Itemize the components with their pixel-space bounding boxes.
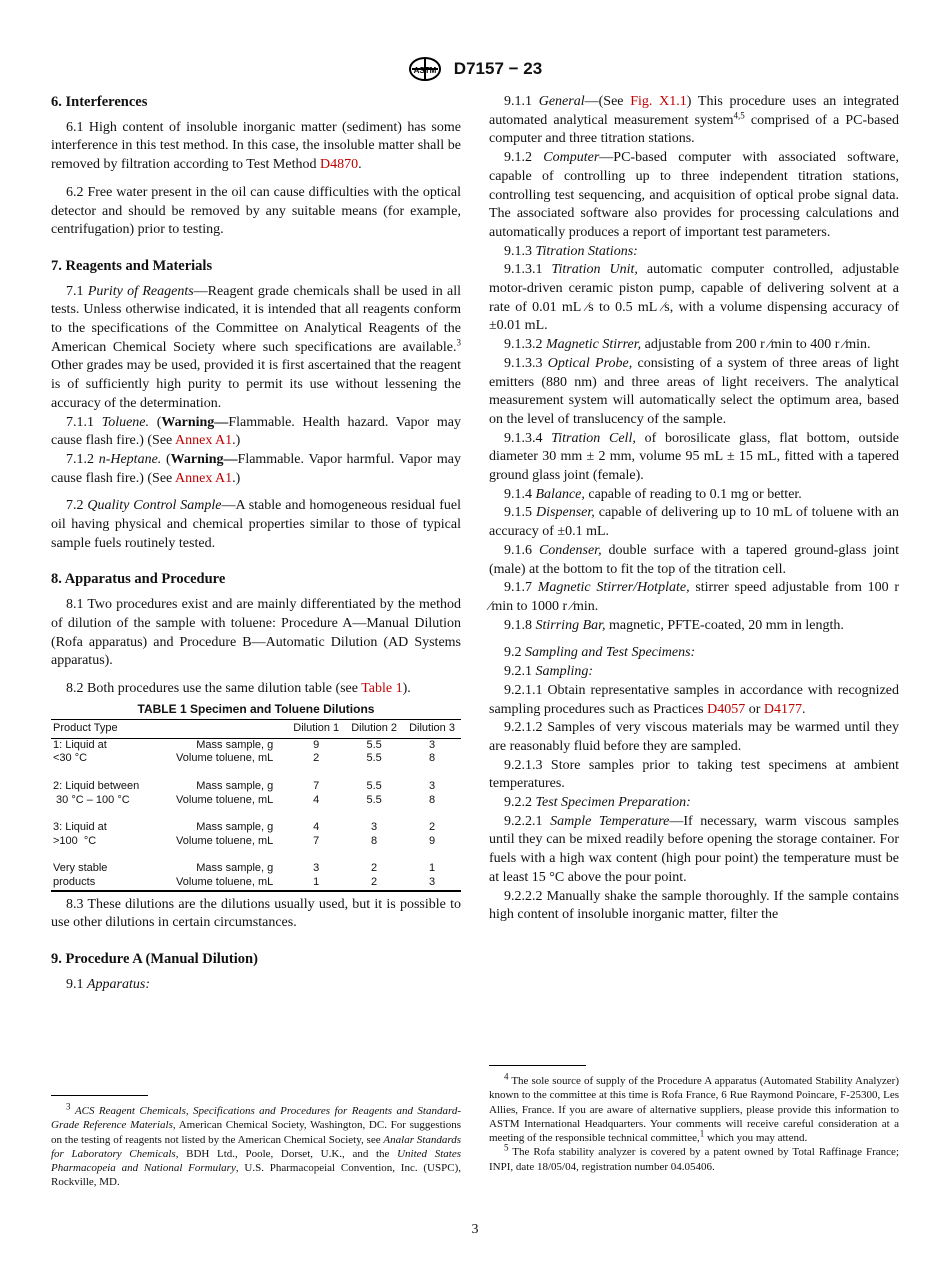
text-run: .) bbox=[232, 470, 241, 486]
table-cell: Very stable bbox=[53, 862, 108, 875]
cross-reference-link[interactable]: D4870 bbox=[319, 157, 359, 173]
table-cell: 9 bbox=[313, 738, 320, 751]
italic-text: n-Heptane. bbox=[98, 451, 162, 467]
table-cell: >100 °C bbox=[53, 834, 97, 847]
paragraph bbox=[51, 896, 461, 933]
cross-reference-link[interactable]: Table 1 bbox=[361, 680, 403, 696]
footnote-rule bbox=[51, 1095, 148, 1096]
table-cell: Mass sample, g bbox=[196, 738, 274, 751]
table-cell: 2 bbox=[313, 752, 320, 765]
paragraph bbox=[51, 283, 461, 414]
text-run: Other grades may be used, provided it is first ascertained that the reagent is of sufficiently high purity to permit its use without lessening the accuracy of the determination. bbox=[51, 358, 461, 411]
text-run: 9.2.1 bbox=[504, 664, 536, 680]
italic-text: General bbox=[538, 94, 585, 109]
text-run: of borosilicate glass, flat bottom, outside diameter 30 mm ± 2 mm, volume 95 mL ± 15 mL, fitted with a tapered ground glass joint (female). bbox=[489, 430, 899, 484]
table-cell: Mass sample, g bbox=[196, 821, 274, 834]
text-run: which you may attend. bbox=[704, 1132, 808, 1145]
table-cell: 5.5 bbox=[366, 752, 382, 765]
text-run: The Rofa stability analyzer is covered by a patent owned by Total Raffinage France; INPI, date 18/05/04, registration number 04.05406. bbox=[489, 1146, 899, 1173]
column-header: Dilution 2 bbox=[345, 720, 403, 739]
italic-text: Optical Probe, bbox=[547, 355, 633, 371]
table-row bbox=[51, 807, 461, 835]
text-run: . bbox=[802, 701, 806, 717]
cross-reference-link[interactable]: Annex A1 bbox=[175, 433, 233, 449]
table-row bbox=[51, 766, 461, 794]
bold-text: Warning— bbox=[170, 451, 238, 467]
table-cell: 3 bbox=[428, 738, 436, 751]
paragraph bbox=[489, 261, 899, 336]
table-cell: 1 bbox=[313, 876, 320, 889]
table-cell: 2: Liquid between bbox=[53, 780, 140, 793]
table-cell: Volume toluene, mL bbox=[176, 752, 274, 765]
footnotes-left bbox=[51, 1101, 461, 1190]
table-cell: <30 °C bbox=[53, 752, 88, 765]
text-run: 7.1.1 bbox=[66, 414, 102, 430]
bold-text: Warning— bbox=[161, 414, 229, 430]
svg-text:ASTM: ASTM bbox=[413, 66, 437, 75]
table-row bbox=[51, 794, 461, 808]
table-cell: Volume toluene, mL bbox=[176, 834, 274, 847]
table-cell: 1 bbox=[428, 862, 436, 875]
paragraph bbox=[489, 682, 899, 719]
table-cell: 7 bbox=[313, 834, 320, 847]
italic-text: ACS Reagent Chemicals, Specifications and Procedures for Reagents and Standard-Grade Reference Materials bbox=[51, 1105, 461, 1132]
text-run: ( bbox=[149, 414, 162, 430]
astm-logo-icon bbox=[408, 56, 442, 82]
table-cell: products bbox=[53, 876, 96, 889]
footnote-rule bbox=[489, 1065, 586, 1066]
text-run: double surface with a tapered ground-glass joint (male) at the bottom to fit the top of the titration cell. bbox=[489, 542, 900, 577]
italic-text: Quality Control Sample bbox=[87, 498, 222, 514]
table-cell: 5.5 bbox=[366, 793, 382, 806]
text-run: 7.2 bbox=[66, 498, 88, 514]
italic-text: Analar Standards for Laboratory Chemicals bbox=[51, 1133, 461, 1160]
page-header bbox=[0, 56, 950, 82]
italic-text: Magnetic Stirrer, bbox=[546, 337, 642, 353]
paragraph bbox=[51, 680, 461, 699]
table-row bbox=[51, 738, 461, 752]
text-run: 8.2 Both procedures use the same dilution table (see bbox=[66, 680, 362, 696]
text-run: —Reagent grade chemicals shall be used in all tests. Unless otherwise indicated, it is intended that all reagents conform to the specifications of the Committee on Analytical Reagents of the American Chemical Society where such specifications are available. bbox=[51, 283, 462, 355]
table-cell: 3: Liquid at bbox=[53, 821, 107, 834]
footnote-ref: 4 bbox=[504, 1071, 509, 1082]
text-run: 6.2 Free water present in the oil can cause difficulties with the optical detector and should be removed by any suitable means (for example, centrifugation) prior to testing. bbox=[51, 184, 461, 238]
text-run: 7.1.2 bbox=[66, 451, 99, 467]
footnote-ref: 4,5 bbox=[733, 110, 745, 121]
text-run: , BDH Ltd., Poole, Dorset, U.K., and the bbox=[175, 1147, 398, 1160]
text-run: . bbox=[358, 157, 362, 173]
italic-text: Computer bbox=[543, 150, 600, 166]
text-run: 8.1 Two procedures exist and are mainly differentiated by the method of dilution of the sample with toluene: Procedure A—Manual Dilution (Rofa apparatus) and Procedure B—Automatic Dilution (AD Systems apparatus). bbox=[51, 597, 461, 669]
footnote-ref: 3 bbox=[66, 1101, 71, 1112]
paragraph bbox=[489, 888, 899, 925]
paragraph bbox=[51, 119, 461, 175]
table-header-row bbox=[51, 720, 461, 739]
table-cell: 1: Liquid at bbox=[53, 738, 107, 751]
document-designation: D7157 − 23 bbox=[453, 59, 543, 78]
table-cell: Volume toluene, mL bbox=[176, 793, 274, 806]
italic-text: Apparatus: bbox=[87, 976, 150, 992]
table-cell: 8 bbox=[428, 752, 436, 765]
paragraph bbox=[51, 414, 461, 451]
section-heading: 6. Interferences bbox=[51, 94, 148, 110]
italic-text: Sample Temperature bbox=[550, 813, 670, 829]
table-cell: 2 bbox=[371, 862, 378, 875]
text-run: 9.1.3.4 bbox=[504, 430, 552, 446]
paragraph bbox=[489, 542, 899, 579]
table-caption: TABLE 1 Specimen and Toluene Dilutions bbox=[137, 701, 375, 716]
text-run: —PC-based computer with associated software, capable of controlling up to three independent titration stations, controlling test sequencing, and acquisition of optical probe signal data. The associated software also provides for processing calculations and automatically produces a report of important test parameters. bbox=[489, 150, 900, 240]
paragraph bbox=[489, 93, 899, 149]
table-cell: Mass sample, g bbox=[196, 862, 274, 875]
text-run: 9.1.5 bbox=[504, 505, 537, 521]
table-row bbox=[51, 835, 461, 849]
table-cell: 30 °C – 100 °C bbox=[53, 793, 130, 806]
table-cell: 3 bbox=[371, 821, 378, 834]
paragraph bbox=[51, 596, 461, 671]
text-run: 8.3 These dilutions are the dilutions usually used, but it is possible to use other dilutions in certain circumstances. bbox=[51, 896, 461, 931]
column-header: Dilution 3 bbox=[403, 720, 461, 739]
text-run: adjustable from 200 r ⁄min to 400 r ⁄min. bbox=[641, 337, 871, 353]
text-run: 9.1.3 bbox=[504, 243, 536, 259]
paragraph bbox=[51, 976, 461, 995]
text-run: stirrer speed adjustable from 100 r ⁄min to 1000 r ⁄min. bbox=[489, 580, 899, 614]
section-heading: 7. Reagents and Materials bbox=[51, 257, 213, 274]
column-header: Dilution 1 bbox=[287, 720, 345, 739]
dilution-table bbox=[51, 703, 461, 892]
italic-text: Dispenser, bbox=[536, 505, 595, 521]
text-run: 9.1.6 bbox=[504, 542, 539, 558]
paragraph bbox=[51, 497, 461, 553]
italic-text: Purity of Reagents bbox=[87, 283, 194, 299]
paragraph bbox=[489, 504, 899, 541]
text-run: consisting of a system of three areas of light emitters (880 nm) and three areas of light receivers. The analytical measurement system will automatically select the optimum area, based on the level of translucency of the sample. bbox=[489, 355, 899, 427]
text-run: 9.1.1 bbox=[504, 94, 539, 109]
italic-text: Sampling and Test Specimens: bbox=[525, 645, 696, 661]
table-cell: 8 bbox=[371, 834, 378, 847]
paragraph bbox=[51, 1101, 461, 1190]
cross-reference-link[interactable]: D4177 bbox=[763, 701, 803, 717]
footnote-ref: 3 bbox=[456, 337, 461, 348]
paragraph bbox=[489, 663, 899, 682]
text-run: ) This procedure uses an integrated automated analytical measurement system bbox=[489, 94, 899, 128]
text-run: 9.1.3.1 bbox=[504, 262, 552, 278]
text-run: 9.2.2 bbox=[504, 795, 536, 811]
text-run: 9.2 bbox=[504, 645, 525, 661]
table-cell: 4 bbox=[313, 821, 320, 834]
table-cell: 9 bbox=[428, 834, 436, 847]
paragraph bbox=[489, 813, 899, 888]
text-run: 9.1.4 bbox=[504, 486, 536, 502]
paragraph bbox=[489, 1071, 899, 1145]
text-run: 9.1.3.2 bbox=[504, 337, 546, 353]
italic-text: Stirring Bar, bbox=[535, 617, 606, 633]
italic-text: Magnetic Stirrer/Hotplate, bbox=[537, 580, 690, 596]
paragraph bbox=[489, 579, 899, 616]
text-run: 9.1.7 bbox=[504, 580, 538, 596]
cross-reference-link[interactable]: Annex A1 bbox=[175, 470, 233, 486]
text-run: 9.1 bbox=[66, 976, 87, 992]
left-column bbox=[51, 93, 461, 994]
italic-text: Titration Stations: bbox=[535, 243, 638, 259]
text-run: 6.1 High content of insoluble inorganic matter (sediment) has some interference in this test method. In this case, the insoluble matter shall be removed by filtration according to Test Method bbox=[51, 119, 461, 173]
text-run: 7.1 bbox=[66, 283, 88, 299]
table bbox=[51, 719, 461, 891]
text-run: —If necessary, warm viscous samples until they can be mixed readily before opening the storage container. For fuels with a high wax content (high pour point) the temperature must be at least 15 °C above the pour point. bbox=[489, 813, 900, 885]
text-run: magnetic, PFTE-coated, 20 mm in length. bbox=[605, 617, 844, 633]
text-run: 9.2.2.2 Manually shake the sample thoroughly. If the sample contains high content of insoluble inorganic matter, filter the bbox=[489, 888, 899, 923]
table-cell: 5.5 bbox=[366, 780, 382, 793]
text-run: Flammable. Vapor harmful. Vapor may cause flash fire.) (See bbox=[51, 451, 461, 486]
italic-text: Titration Unit, bbox=[551, 262, 638, 278]
table-cell: 2 bbox=[371, 876, 378, 889]
text-run: automatic computer controlled, adjustable motor-driven ceramic piston pump, capable of delivering solvent at a rate of 0.01 mL ⁄s to 0.5 mL ⁄s, with a volume dispensing accuracy of ±0.01 mL. bbox=[489, 262, 899, 334]
text-run: capable of delivering up to 10 mL of toluene with an accuracy of ±0.1 mL. bbox=[489, 505, 900, 540]
table-cell: 2 bbox=[428, 821, 436, 834]
text-run: ). bbox=[402, 680, 411, 696]
paragraph bbox=[489, 149, 899, 243]
table-cell: Mass sample, g bbox=[196, 780, 274, 793]
section-heading: 9. Procedure A (Manual Dilution) bbox=[51, 951, 258, 968]
paragraph bbox=[51, 184, 461, 240]
table-cell: 7 bbox=[313, 780, 320, 793]
text-run: .) bbox=[232, 433, 241, 449]
page-number: 3 bbox=[471, 1222, 479, 1237]
text-run: 9.2.1.2 Samples of very viscous materials may be warmed until they are reasonably fluid before they are sampled. bbox=[489, 720, 899, 754]
italic-text: Toluene. bbox=[101, 414, 150, 430]
column-header bbox=[156, 720, 288, 739]
text-run: 9.2.1.3 Store samples prior to taking test specimens at ambient temperatures. bbox=[489, 757, 899, 792]
paragraph bbox=[489, 757, 899, 794]
right-column bbox=[489, 93, 899, 925]
table-row bbox=[51, 752, 461, 766]
paragraph bbox=[489, 336, 899, 355]
table-cell: Volume toluene, mL bbox=[176, 876, 274, 889]
text-run: —A stable and homogeneous residual fuel oil having physical and chemical properties similar to those of typical sample fuels routinely tested. bbox=[51, 498, 461, 551]
italic-text: Titration Cell, bbox=[551, 430, 636, 446]
italic-text: Sampling: bbox=[535, 664, 594, 680]
paragraph bbox=[489, 430, 899, 486]
paragraph bbox=[489, 719, 899, 756]
paragraph bbox=[489, 355, 899, 430]
italic-text: Test Specimen Preparation: bbox=[535, 795, 691, 811]
table-cell: 8 bbox=[428, 793, 436, 806]
paragraph bbox=[489, 1142, 899, 1174]
text-run: Flammable. Health hazard. Vapor may cause flash fire.) (See bbox=[51, 414, 461, 449]
table-cell: 3 bbox=[428, 780, 436, 793]
italic-text: Balance, bbox=[535, 486, 585, 502]
table-cell: 3 bbox=[313, 862, 320, 875]
text-run: or bbox=[745, 701, 764, 717]
table-cell: 4 bbox=[313, 793, 320, 806]
footnotes-right bbox=[489, 1071, 899, 1174]
table-row bbox=[51, 876, 461, 891]
text-run: 9.2.1.1 Obtain representative samples in accordance with recognized sampling procedures such as Practices bbox=[489, 682, 899, 717]
table-row bbox=[51, 848, 461, 876]
text-run: 9.1.8 bbox=[504, 617, 536, 633]
cross-reference-link[interactable]: Fig. X1.1 bbox=[630, 94, 687, 109]
paragraph bbox=[489, 243, 899, 262]
table-cell: 3 bbox=[428, 876, 436, 889]
text-run: comprised of a PC-based computer and three titration stations. bbox=[489, 112, 900, 147]
cross-reference-link[interactable]: D4057 bbox=[707, 701, 746, 717]
footnote-ref: 5 bbox=[504, 1142, 509, 1153]
paragraph bbox=[489, 644, 899, 663]
table-cell: 5.5 bbox=[366, 738, 382, 751]
text-run: 9.2.2.1 bbox=[504, 813, 551, 829]
paragraph bbox=[489, 486, 899, 505]
italic-text: Condenser, bbox=[538, 542, 602, 558]
text-run: , U.S. Pharmacopeial Convention, Inc. (USPC), Rockville, MD. bbox=[51, 1162, 461, 1189]
text-run: 9.1.3.3 bbox=[504, 355, 548, 371]
section-heading: 8. Apparatus and Procedure bbox=[51, 571, 226, 588]
text-run: The sole source of supply of the Procedure A apparatus (Automated Stability Analyzer) known to the committee at this time is Rofa France, 6 Rue Raymond Poincare, F-25300, Les Allies, France. If you are aware of alternative suppliers, please provide this information to ASTM International Headquarters. Your comments will receive careful consideration at a meeting of the responsible technical committee, bbox=[489, 1075, 899, 1145]
text-run: —(See bbox=[584, 94, 631, 109]
text-run: , American Chemical Society, Washington, DC. For suggestions on the testing of reagents not listed by the American Chemical Society, see bbox=[51, 1119, 461, 1146]
paragraph bbox=[51, 451, 461, 488]
paragraph bbox=[489, 617, 899, 636]
text-run: ( bbox=[161, 451, 171, 467]
footnote-ref: 1 bbox=[699, 1128, 705, 1139]
column-header: Product Type bbox=[51, 720, 156, 739]
text-run: 9.1.2 bbox=[504, 150, 544, 166]
italic-text: United States Pharmacopeia and National Formulary bbox=[51, 1147, 461, 1175]
text-run: capable of reading to 0.1 mg or better. bbox=[584, 486, 802, 502]
paragraph bbox=[489, 794, 899, 813]
